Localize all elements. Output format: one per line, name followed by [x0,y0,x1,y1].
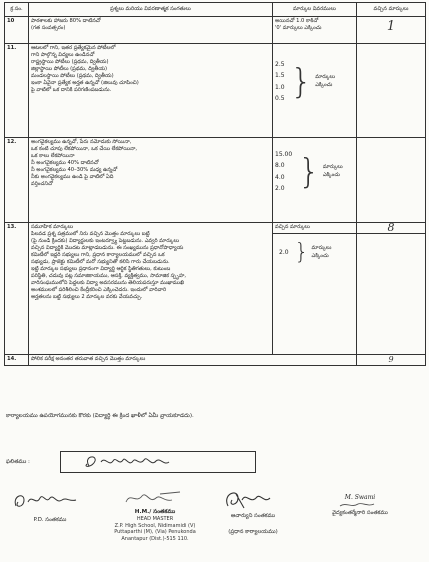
row-description: సమూహిక మార్కులు పిలవడ ప్రశ్న పత్రములో నిరు వచ్చిన మొత్తం మార్కులు బట్టి (పై నుండి క్రిందకు) విద్యార్థులకు ఇంటర్వ్యూ పెట్టబడును. ఎవ్వరి మార్కులు వచ్చిన విద్యార్థికి మొదట మాట్లాడబడును. ఈ సంఖ్యమును ప్రధానోపాధ్యాయ కమిటీలో ఇద్దరి సభ్యులు గాని, ప్రధాన కార్యాలయములో వచ్చిన ఒక సభ్యుడు, ప్రాజెక్టు కమిటీలో మరో సభ్యునితో కలిసి గారు చేయబడును. ఇట్టి మార్కుల సభ్యులు ప్రధానంగా విద్యార్థి ఆర్థిక స్థితిగతులు, కుటుంబ పరిస్థితి, చదువు పట్ల సమాజికాయము, ఆసక్తి, వ్యక్తిత్వము, సామాజిక స్పృహ, వారిసంఘములోని పెద్దలకు విద్యా అవసరమును తెలియపరుస్తూ ముఖాముఖి అంశములలో పరిశీలించి కేంద్రీకరించి ఎక్కించెదరు. ఇందులో వారివారి అర్హతలను బట్టి సభ్యులు 2 మార్కుల వరకు వేయవచ్చు. [29,223,273,355]
row-description: అంగవైకల్యము ఉన్నచో, పేరు నమోదుకు సోయినా, ఒక కంటి చూపు లేకపోయినా, ఒక చేయి లేకపోయినా, ఒక కాలు లేకపోయినా నీ అంగవైకల్యము 40% దాటినచో నీ అంగవైకల్యము 40–30% మధ్య ఉన్నచో నీకు అంగవైకల్యము ఉండి పై వాటిలో ఏది వర్తించనిచో [29,138,273,223]
signature-area [0,488,429,562]
table-row [5,17,426,44]
row-marks-detail [273,44,357,138]
score-label: మార్కులు [311,245,332,252]
obtained-marks: 8 [357,223,425,234]
row-description: పాఠశాలకు హాజరు 80% దాటినచో (గత సంవత్సరం) [29,17,273,44]
doctor-signature-label: వైద్యకంతర్మేనారి సంతకము [332,510,388,516]
obtained-marks [357,138,426,223]
hm-stamp: HEAD MASTER Z.P. High School, Nidimamidi (V) Puttaparthi (M), (Via) Penukonda Anantapur (Dist.)-515 110. [114,516,196,542]
table-row [5,44,426,138]
row-number: 13. [5,223,29,355]
score-label: ఎక్కించు [322,171,340,178]
score-value: 1.5 [275,72,285,80]
principal-office-label: (ప్రధాన కార్యాలయము) [228,529,278,535]
doctor-handwritten-signature [300,501,420,509]
principal-signature-block [208,488,298,536]
obtained-marks: 9 [357,355,426,366]
principal-handwritten-signature [208,488,298,512]
hm-signature-label: H.M./ సంతకము [134,509,176,515]
row-description: ఆటలలో గాని, ఇతర ప్రత్యేకమైన పోటీలలో గాని పాల్గొన్న విద్యలు ఉండినచో రాష్ట్రస్థాయి పోటీలు (ప్రథమ, ద్వితీయ) జిల్లాస్థాయి పోటీలు (ప్రథమ, ద్వితీయ) మండలస్థాయి పోటీలు (ప్రథమ, ద్వితీయ) ఇంకా ఏవైనా ప్రత్యేక అర్హత ఉన్నచో (జిలువు చూపించి) పై వాటిలో ఒక దానికి పరిగణింపబడును. [29,44,273,138]
row-number: 11. [5,44,29,138]
brace-symbol: } [290,61,313,102]
table-row [5,355,426,366]
pd-handwritten-signature [10,488,90,514]
score-label: ఎక్కించు [315,81,333,88]
score-value: 4.0 [275,173,285,181]
table-row [5,223,426,355]
row-description: పోలిక పరీక్ష అనంతర తరువాత వచ్చిన మొత్తం మార్కులు [29,355,357,366]
score-label: మార్కులు [315,73,336,80]
score-value: 0.5 [275,95,285,103]
row-marks-detail [273,223,357,355]
score-value: 15.00 [275,151,293,158]
header-obtained: వచ్చిన మార్కులు [357,3,426,17]
table-header-row [5,3,426,17]
score-value: 1.0 [275,83,285,91]
score-value: 2.0 [279,249,289,257]
footnote: కార్యాలయము ఉపయోగమునకు కొరకు (విద్యార్థి ఈ క్రింద ఖాళీలో ఏమీ వ్రాయకూడదు). [6,413,194,419]
brace-symbol: } [294,240,309,265]
doctor-signature-name: M. Swami [344,494,376,501]
obtained-marks [357,44,426,138]
evaluation-table [4,2,426,366]
hm-signature-block [96,488,214,542]
row-marks-detail: అయినచో 1.0 కాకిచో '0' మార్కులు ఎక్కించు [273,17,357,44]
row-number: 14. [5,355,29,366]
result-handwriting-signature [61,452,255,472]
score-value: 2.0 [275,185,285,193]
row-number: 12. [5,138,29,223]
row-number: 10 [5,17,29,44]
row-marks-detail [273,138,357,223]
score-value: 2.5 [275,61,285,68]
header-description: ప్రశ్నలు మరియు వివరణాత్మక సంగతులు [29,3,273,17]
obtained-marks: 1 [357,17,426,44]
result-box [60,451,256,473]
result-label: ఫలితము : [6,459,30,465]
hm-handwritten-signature [96,488,214,508]
header-marks-detail: మార్కుల వివరములు [273,3,357,17]
brace-symbol: } [298,151,320,192]
pd-signature-label: P.D. సంతకము [33,517,67,523]
score-label: ఎక్కించు [311,253,329,259]
header-no: క్ర.సం. [5,3,29,17]
doctor-signature-block [300,488,420,517]
marks-subheader: వచ్చిన మార్కులు [273,223,356,234]
pd-signature-block [10,488,90,524]
row-title: సమూహిక మార్కులు [31,224,74,230]
principal-signature-label: ఆచార్యుని సంతకము [230,513,276,519]
score-label: మార్కులు [322,163,343,170]
table-row [5,138,426,223]
obtained-cell [357,223,426,355]
score-value: 8.0 [275,162,285,170]
